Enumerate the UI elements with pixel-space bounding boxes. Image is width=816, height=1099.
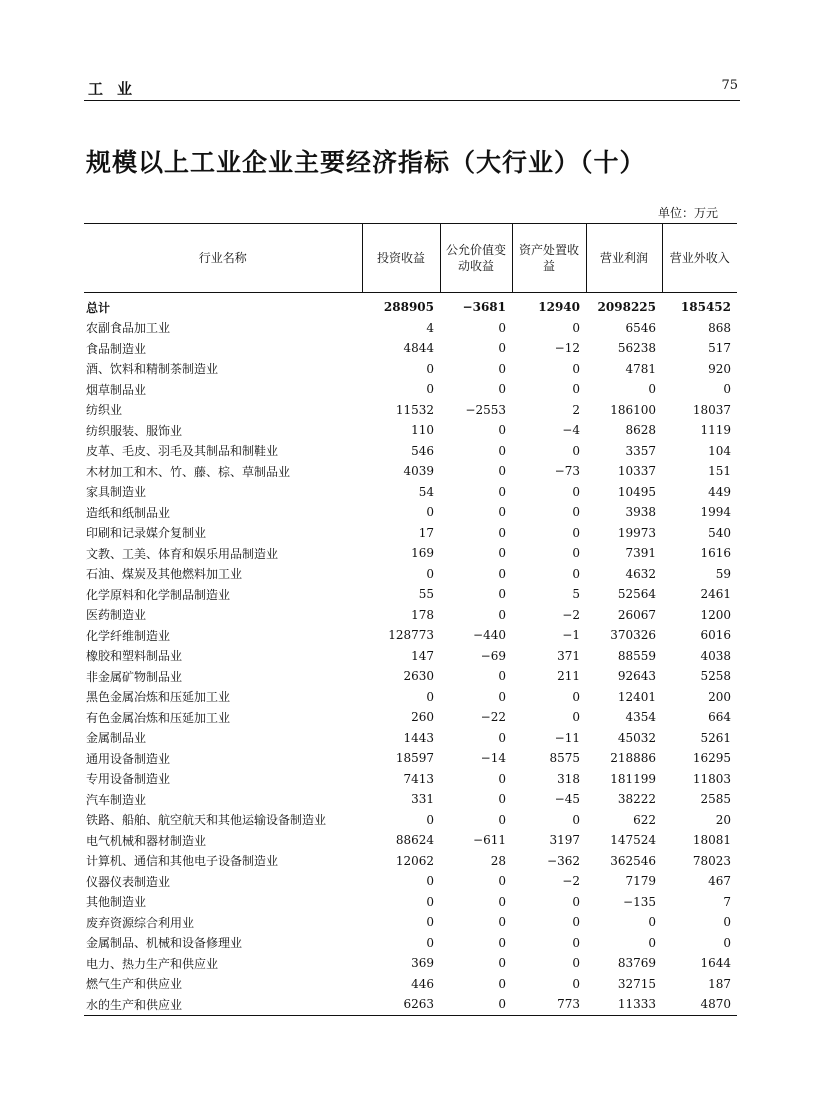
cell-industry-name: 医药制造业 <box>86 608 147 623</box>
cell-fair-value-gain: −440 <box>473 628 506 643</box>
cell-industry-name: 计算机、通信和其他电子设备制造业 <box>86 854 279 869</box>
cell-fair-value-gain: 0 <box>498 361 506 376</box>
cell-asset-disposal-gain: −73 <box>554 464 580 479</box>
cell-fair-value-gain: 0 <box>498 792 506 807</box>
cell-investment-income: 147 <box>411 648 434 663</box>
cell-non-operating-income: 20 <box>715 812 731 827</box>
cell-asset-disposal-gain: 2 <box>572 402 580 417</box>
cell-asset-disposal-gain: 0 <box>572 443 580 458</box>
cell-non-operating-income: 4038 <box>700 648 731 663</box>
cell-asset-disposal-gain: 0 <box>572 505 580 520</box>
cell-fair-value-gain: 0 <box>498 546 506 561</box>
cell-fair-value-gain: −3681 <box>462 300 506 315</box>
cell-asset-disposal-gain: 0 <box>572 976 580 991</box>
cell-industry-name: 其他制造业 <box>86 895 147 910</box>
cell-non-operating-income: 104 <box>708 443 731 458</box>
table-row <box>84 359 737 380</box>
cell-asset-disposal-gain: 211 <box>557 669 580 684</box>
table-row <box>84 974 737 995</box>
cell-asset-disposal-gain: 773 <box>512 994 586 1015</box>
cell-fair-value-gain: 0 <box>498 320 506 335</box>
cell-industry-name: 有色金属冶炼和压延加工业 <box>86 710 231 725</box>
cell-fair-value-gain: 0 <box>498 935 506 950</box>
cell-industry-name: 造纸和纸制品业 <box>86 505 171 520</box>
cell-asset-disposal-gain: 0 <box>572 935 580 950</box>
cell-fair-value-gain: 0 <box>498 607 506 622</box>
cell-asset-disposal-gain: −1 <box>562 628 580 643</box>
table-row <box>84 502 737 523</box>
cell-asset-disposal-gain: −11 <box>554 730 580 745</box>
table-row <box>84 789 737 810</box>
cell-industry-name: 废弃资源综合利用业 <box>86 915 195 930</box>
cell-operating-profit: 362546 <box>610 853 656 868</box>
cell-asset-disposal-gain: −4 <box>562 423 580 438</box>
cell-investment-income: 0 <box>426 894 434 909</box>
cell-industry-name: 水的生产和供应业 <box>84 994 362 1015</box>
cell-investment-income: 546 <box>411 443 434 458</box>
cell-asset-disposal-gain: 0 <box>572 484 580 499</box>
cell-non-operating-income: 1644 <box>700 956 731 971</box>
cell-non-operating-income: 18037 <box>692 402 731 417</box>
cell-operating-profit: 3938 <box>625 505 656 520</box>
cell-operating-profit: 19973 <box>617 525 656 540</box>
cell-asset-disposal-gain: −2 <box>562 874 580 889</box>
table-row <box>84 748 737 769</box>
cell-fair-value-gain: −611 <box>473 833 506 848</box>
cell-non-operating-income: 0 <box>723 915 731 930</box>
table-row <box>84 646 737 667</box>
page-header <box>84 78 740 101</box>
cell-investment-income: 169 <box>411 546 434 561</box>
cell-asset-disposal-gain: 0 <box>572 812 580 827</box>
cell-non-operating-income: 920 <box>708 361 731 376</box>
cell-industry-name: 专用设备制造业 <box>86 772 171 787</box>
cell-industry-name: 皮革、毛皮、羽毛及其制品和制鞋业 <box>86 444 279 459</box>
cell-investment-income: 11532 <box>395 402 434 417</box>
table-row <box>84 892 737 913</box>
table-row <box>84 400 737 421</box>
cell-industry-name: 化学纤维制造业 <box>86 628 171 643</box>
cell-non-operating-income: 7 <box>723 894 731 909</box>
cell-non-operating-income: 185452 <box>680 300 731 315</box>
cell-investment-income: 0 <box>426 935 434 950</box>
cell-fair-value-gain: 28 <box>490 853 506 868</box>
cell-operating-profit: 0 <box>648 935 656 950</box>
cell-asset-disposal-gain: 3197 <box>549 833 580 848</box>
cell-asset-disposal-gain: 0 <box>572 546 580 561</box>
cell-investment-income: 0 <box>426 566 434 581</box>
cell-operating-profit: 92643 <box>617 669 656 684</box>
table-row <box>84 769 737 790</box>
cell-operating-profit: 4632 <box>625 566 656 581</box>
cell-asset-disposal-gain: 8575 <box>549 751 580 766</box>
cell-operating-profit: 4781 <box>625 361 656 376</box>
cell-investment-income: 369 <box>411 956 434 971</box>
cell-operating-profit: 10495 <box>617 484 656 499</box>
cell-fair-value-gain: 0 <box>440 994 512 1015</box>
cell-fair-value-gain: 0 <box>498 771 506 786</box>
cell-investment-income: 17 <box>418 525 434 540</box>
table-row <box>84 994 737 1015</box>
cell-industry-name: 通用设备制造业 <box>86 751 171 766</box>
cell-operating-profit: 26067 <box>617 607 656 622</box>
cell-industry-name: 木材加工和木、竹、藤、棕、草制品业 <box>86 464 291 479</box>
cell-investment-income: 0 <box>426 812 434 827</box>
page-number: 75 <box>721 78 738 93</box>
cell-investment-income: 331 <box>411 792 434 807</box>
cell-asset-disposal-gain: 0 <box>572 382 580 397</box>
cell-non-operating-income: 200 <box>708 689 731 704</box>
cell-non-operating-income: 449 <box>708 484 731 499</box>
col-header-non-operating-income: 营业外收入 <box>662 224 737 293</box>
cell-operating-profit: 56238 <box>617 341 656 356</box>
cell-non-operating-income: 5258 <box>700 669 731 684</box>
cell-fair-value-gain: −14 <box>480 751 506 766</box>
cell-asset-disposal-gain: −12 <box>554 341 580 356</box>
col-header-industry: 行业名称 <box>84 224 362 293</box>
cell-operating-profit: 7179 <box>625 874 656 889</box>
cell-asset-disposal-gain: 318 <box>557 771 580 786</box>
cell-industry-name: 化学原料和化学制品制造业 <box>86 587 231 602</box>
table-row <box>84 707 737 728</box>
cell-operating-profit: 12401 <box>617 689 656 704</box>
cell-operating-profit: 6546 <box>625 320 656 335</box>
indicator-table <box>84 223 737 1016</box>
table-row <box>84 728 737 749</box>
cell-fair-value-gain: 0 <box>498 382 506 397</box>
cell-non-operating-income: 187 <box>708 976 731 991</box>
cell-non-operating-income: 1200 <box>700 607 731 622</box>
cell-non-operating-income: 0 <box>723 935 731 950</box>
table-row <box>84 871 737 892</box>
cell-fair-value-gain: 0 <box>498 464 506 479</box>
cell-operating-profit: 32715 <box>617 976 656 991</box>
cell-fair-value-gain: 0 <box>498 587 506 602</box>
cell-industry-name: 总计 <box>86 300 111 315</box>
cell-non-operating-income: 1616 <box>700 546 731 561</box>
cell-non-operating-income: 868 <box>708 320 731 335</box>
cell-investment-income: 0 <box>426 361 434 376</box>
cell-operating-profit: 186100 <box>610 402 656 417</box>
table-row <box>84 441 737 462</box>
cell-non-operating-income: 11803 <box>692 771 731 786</box>
table-row <box>84 318 737 339</box>
cell-industry-name: 仪器仪表制造业 <box>86 874 171 889</box>
cell-industry-name: 农副食品加工业 <box>86 321 171 336</box>
cell-non-operating-income: 5261 <box>700 730 731 745</box>
cell-fair-value-gain: 0 <box>498 341 506 356</box>
cell-non-operating-income: 151 <box>708 464 731 479</box>
cell-operating-profit: 0 <box>648 382 656 397</box>
table-row <box>84 687 737 708</box>
cell-investment-income: 18597 <box>395 751 434 766</box>
cell-investment-income: 0 <box>426 505 434 520</box>
cell-industry-name: 食品制造业 <box>86 341 147 356</box>
cell-asset-disposal-gain: 0 <box>572 956 580 971</box>
unit-label: 单位：万元 <box>657 206 718 220</box>
cell-investment-income: 0 <box>426 382 434 397</box>
cell-industry-name: 金属制品、机械和设备修理业 <box>86 936 243 951</box>
cell-industry-name: 纺织服装、服饰业 <box>86 423 183 438</box>
table-row <box>84 933 737 954</box>
cell-investment-income: 0 <box>426 874 434 889</box>
cell-operating-profit: 147524 <box>610 833 656 848</box>
cell-asset-disposal-gain: 0 <box>572 689 580 704</box>
cell-investment-income: 55 <box>418 587 434 602</box>
cell-non-operating-income: 4870 <box>662 994 737 1015</box>
cell-investment-income: 260 <box>411 710 434 725</box>
cell-non-operating-income: 2461 <box>700 587 731 602</box>
cell-investment-income: 6263 <box>362 994 440 1015</box>
cell-fair-value-gain: 0 <box>498 669 506 684</box>
cell-non-operating-income: 18081 <box>692 833 731 848</box>
cell-industry-name: 烟草制品业 <box>86 382 147 397</box>
table-row <box>84 461 737 482</box>
cell-asset-disposal-gain: 12940 <box>538 300 580 315</box>
cell-fair-value-gain: 0 <box>498 894 506 909</box>
cell-non-operating-income: 664 <box>708 710 731 725</box>
cell-non-operating-income: 467 <box>708 874 731 889</box>
cell-fair-value-gain: −69 <box>480 648 506 663</box>
table-row <box>84 605 737 626</box>
cell-investment-income: 110 <box>411 423 434 438</box>
table-row <box>84 523 737 544</box>
table-row <box>84 584 737 605</box>
cell-investment-income: 128773 <box>388 628 434 643</box>
cell-fair-value-gain: 0 <box>498 956 506 971</box>
cell-non-operating-income: 78023 <box>692 853 731 868</box>
cell-investment-income: 446 <box>411 976 434 991</box>
cell-industry-name: 电力、热力生产和供应业 <box>86 956 219 971</box>
table-body <box>84 293 737 1016</box>
cell-investment-income: 178 <box>411 607 434 622</box>
cell-fair-value-gain: 0 <box>498 976 506 991</box>
cell-fair-value-gain: 0 <box>498 525 506 540</box>
cell-non-operating-income: 517 <box>708 341 731 356</box>
page-title: 规模以上工业企业主要经济指标（大行业）（十） <box>86 148 646 177</box>
table-row <box>84 810 737 831</box>
table-row <box>84 543 737 564</box>
table-row <box>84 953 737 974</box>
table-row <box>84 379 737 400</box>
table-row <box>84 482 737 503</box>
cell-non-operating-income: 0 <box>723 382 731 397</box>
cell-fair-value-gain: 0 <box>498 730 506 745</box>
table-row <box>84 912 737 933</box>
cell-non-operating-income: 59 <box>715 566 731 581</box>
cell-fair-value-gain: 0 <box>498 443 506 458</box>
cell-asset-disposal-gain: 5 <box>572 587 580 602</box>
cell-fair-value-gain: 0 <box>498 874 506 889</box>
table-row <box>84 851 737 872</box>
cell-asset-disposal-gain: −362 <box>547 853 580 868</box>
cell-industry-name: 文教、工美、体育和娱乐用品制造业 <box>86 546 279 561</box>
cell-asset-disposal-gain: 0 <box>572 320 580 335</box>
cell-operating-profit: 622 <box>633 812 656 827</box>
cell-industry-name: 酒、饮料和精制茶制造业 <box>86 362 219 377</box>
cell-operating-profit: 0 <box>648 915 656 930</box>
cell-industry-name: 铁路、船舶、航空航天和其他运输设备制造业 <box>86 813 327 828</box>
table-row <box>84 420 737 441</box>
cell-industry-name: 纺织业 <box>86 403 123 418</box>
cell-investment-income: 4844 <box>403 341 434 356</box>
cell-non-operating-income: 16295 <box>692 751 731 766</box>
cell-industry-name: 汽车制造业 <box>86 792 147 807</box>
table-row <box>84 666 737 687</box>
cell-industry-name: 家具制造业 <box>86 485 147 500</box>
table-row <box>84 338 737 359</box>
cell-operating-profit: 10337 <box>617 464 656 479</box>
cell-investment-income: 4 <box>426 320 434 335</box>
cell-asset-disposal-gain: −45 <box>554 792 580 807</box>
cell-industry-name: 印刷和记录媒介复制业 <box>86 526 207 541</box>
cell-investment-income: 1443 <box>403 730 434 745</box>
cell-operating-profit: 83769 <box>617 956 656 971</box>
col-header-asset-disposal-gain: 资产处置收益 <box>512 224 586 293</box>
cell-operating-profit: −135 <box>623 894 656 909</box>
table-row <box>84 564 737 585</box>
table-row <box>84 625 737 646</box>
cell-operating-profit: 3357 <box>625 443 656 458</box>
cell-fair-value-gain: 0 <box>498 484 506 499</box>
cell-investment-income: 0 <box>426 915 434 930</box>
cell-non-operating-income: 2585 <box>700 792 731 807</box>
table-row-total <box>84 293 737 318</box>
cell-asset-disposal-gain: 0 <box>572 361 580 376</box>
cell-investment-income: 54 <box>418 484 434 499</box>
cell-investment-income: 7413 <box>403 771 434 786</box>
cell-industry-name: 燃气生产和供应业 <box>86 977 183 992</box>
cell-asset-disposal-gain: −2 <box>562 607 580 622</box>
cell-non-operating-income: 6016 <box>700 628 731 643</box>
table-header-row <box>84 224 737 293</box>
cell-operating-profit: 218886 <box>610 751 656 766</box>
cell-investment-income: 2630 <box>403 669 434 684</box>
col-header-investment-income: 投资收益 <box>362 224 440 293</box>
cell-non-operating-income: 1994 <box>700 505 731 520</box>
indicator-table-container <box>84 223 737 1016</box>
cell-operating-profit: 2098225 <box>597 300 656 315</box>
cell-operating-profit: 45032 <box>617 730 656 745</box>
col-header-fair-value-gain: 公允价值变动收益 <box>440 224 512 293</box>
cell-asset-disposal-gain: 0 <box>572 525 580 540</box>
cell-operating-profit: 11333 <box>586 994 662 1015</box>
cell-investment-income: 0 <box>426 689 434 704</box>
cell-asset-disposal-gain: 371 <box>557 648 580 663</box>
cell-fair-value-gain: 0 <box>498 505 506 520</box>
cell-fair-value-gain: 0 <box>498 689 506 704</box>
cell-asset-disposal-gain: 0 <box>572 915 580 930</box>
cell-non-operating-income: 540 <box>708 525 731 540</box>
cell-fair-value-gain: 0 <box>498 915 506 930</box>
cell-operating-profit: 7391 <box>625 546 656 561</box>
cell-operating-profit: 38222 <box>617 792 656 807</box>
cell-fair-value-gain: 0 <box>498 423 506 438</box>
cell-operating-profit: 88559 <box>617 648 656 663</box>
cell-asset-disposal-gain: 0 <box>572 566 580 581</box>
cell-investment-income: 4039 <box>403 464 434 479</box>
cell-industry-name: 石油、煤炭及其他燃料加工业 <box>86 567 243 582</box>
cell-fair-value-gain: 0 <box>498 812 506 827</box>
cell-investment-income: 12062 <box>395 853 434 868</box>
cell-operating-profit: 8628 <box>625 423 656 438</box>
cell-investment-income: 88624 <box>395 833 434 848</box>
cell-operating-profit: 181199 <box>610 771 656 786</box>
cell-industry-name: 电气机械和器材制造业 <box>86 833 207 848</box>
cell-industry-name: 非金属矿物制品业 <box>86 669 183 684</box>
cell-fair-value-gain: −2553 <box>465 402 506 417</box>
col-header-operating-profit: 营业利润 <box>586 224 662 293</box>
cell-investment-income: 288905 <box>383 300 434 315</box>
cell-operating-profit: 4354 <box>625 710 656 725</box>
cell-asset-disposal-gain: 0 <box>572 894 580 909</box>
cell-industry-name: 橡胶和塑料制品业 <box>86 649 183 664</box>
cell-industry-name: 金属制品业 <box>86 731 147 746</box>
cell-industry-name: 黑色金属冶炼和压延加工业 <box>86 690 231 705</box>
table-row <box>84 830 737 851</box>
cell-fair-value-gain: 0 <box>498 566 506 581</box>
cell-asset-disposal-gain: 0 <box>572 710 580 725</box>
cell-fair-value-gain: −22 <box>480 710 506 725</box>
cell-non-operating-income: 1119 <box>700 423 731 438</box>
cell-operating-profit: 52564 <box>617 587 656 602</box>
cell-operating-profit: 370326 <box>610 628 656 643</box>
section-label: 工业 <box>88 80 147 98</box>
